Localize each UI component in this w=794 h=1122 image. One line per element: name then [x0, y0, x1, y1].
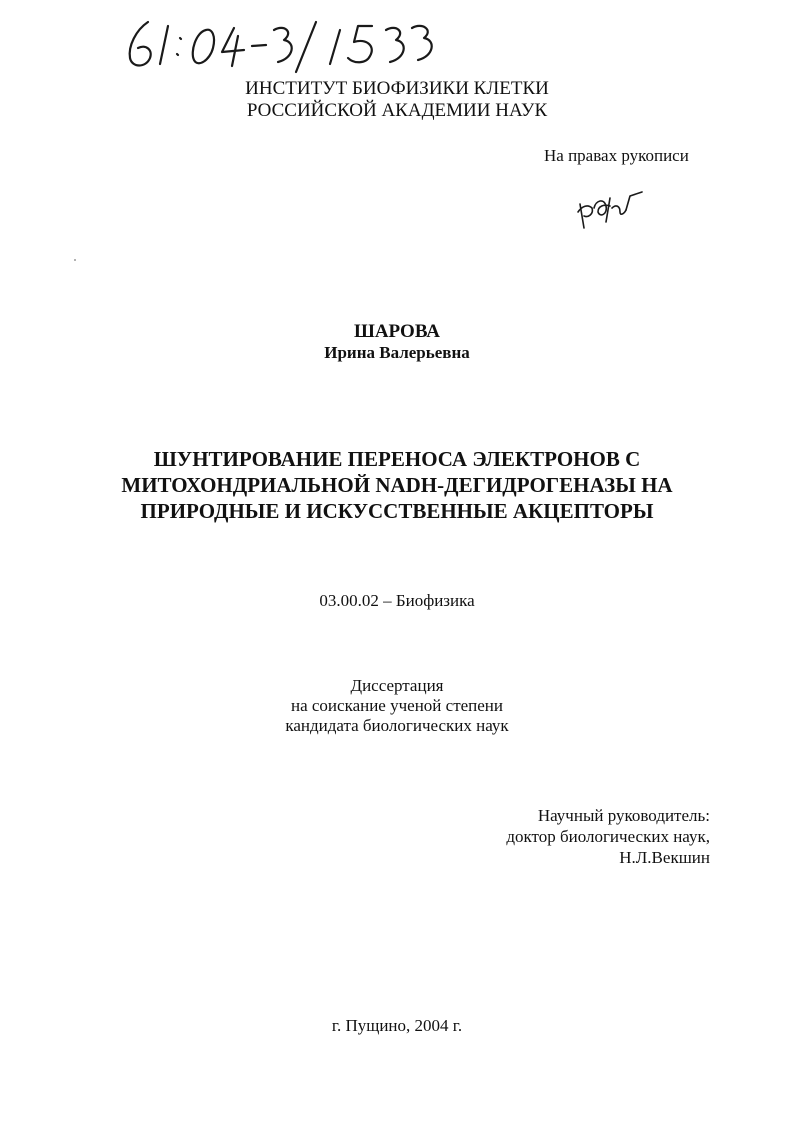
institute-line-2: РОССИЙСКОЙ АКАДЕМИИ НАУК	[246, 100, 548, 121]
advisor-line-1: Научный руководитель:	[537, 806, 710, 825]
degree-line-1: Диссертация	[350, 676, 444, 695]
degree-block	[0, 676, 794, 736]
dissertation-title	[0, 446, 794, 524]
author-surname: ШАРОВА	[353, 321, 441, 342]
author-block	[0, 321, 794, 363]
institute-line-1: ИНСТИТУТ БИОФИЗИКИ КЛЕТКИ	[245, 78, 549, 99]
institute-name	[0, 78, 794, 122]
scientific-advisor	[506, 805, 710, 868]
advisor-line-2: доктор биологических наук,	[506, 827, 710, 846]
manuscript-rights: На правах рукописи	[544, 146, 689, 165]
degree-line-2: на соискание ученой степени	[290, 696, 504, 715]
signature	[568, 178, 648, 242]
title-line-1: ШУНТИРОВАНИЕ ПЕРЕНОСА ЭЛЕКТРОНОВ С	[153, 447, 641, 471]
handwritten-archive-code	[118, 8, 448, 78]
place-and-year: г. Пущино, 2004 г.	[331, 1016, 463, 1035]
title-line-2: МИТОХОНДРИАЛЬНОЙ NADH-ДЕГИДРОГЕНАЗЫ НА	[121, 473, 673, 497]
title-line-3: ПРИРОДНЫЕ И ИСКУССТВЕННЫЕ АКЦЕПТОРЫ	[140, 499, 654, 523]
specialty-code: 03.00.02 – Биофизика	[319, 591, 475, 610]
advisor-line-3: Н.Л.Векшин	[619, 848, 710, 867]
degree-line-3: кандидата биологических наук	[285, 716, 509, 735]
paper-speck	[73, 258, 77, 262]
author-given-names: Ирина Валерьевна	[324, 343, 470, 362]
